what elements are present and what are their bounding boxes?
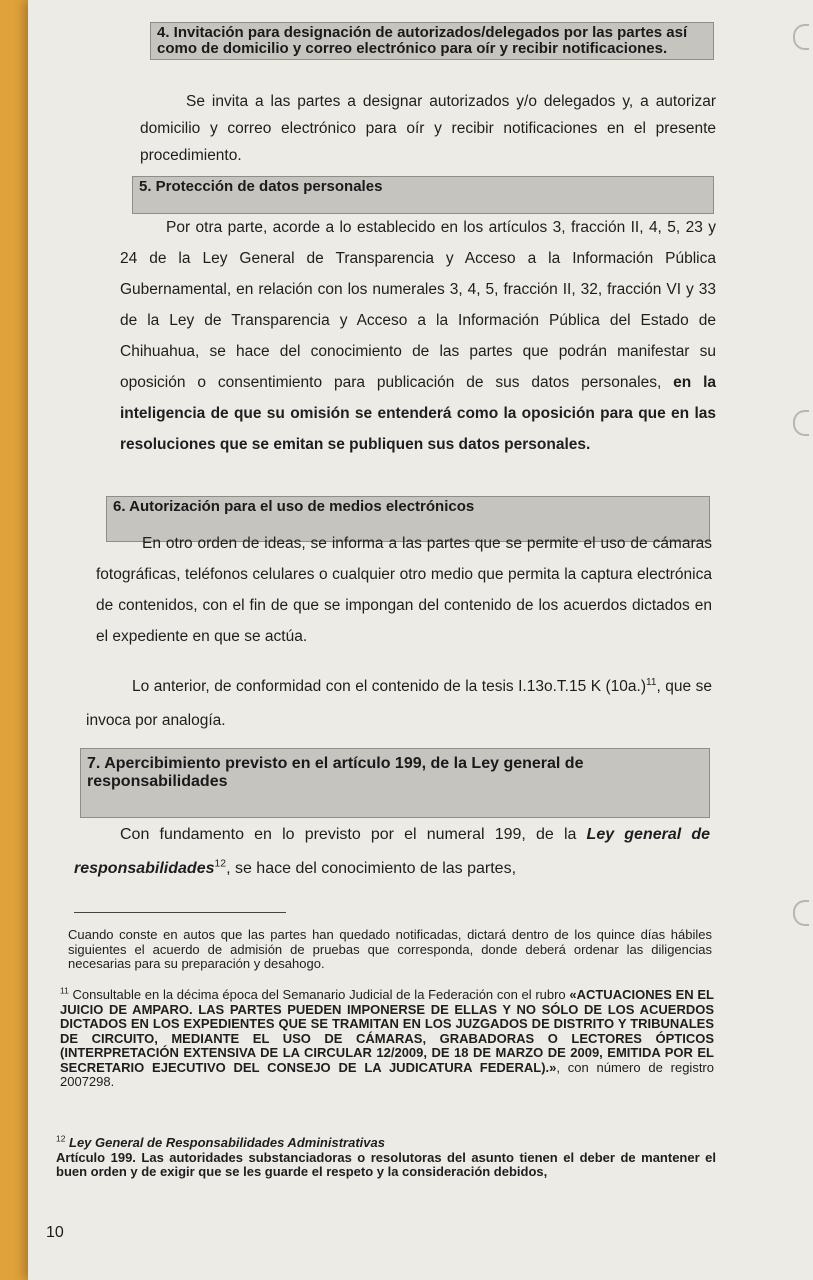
section-5-text: Por otra parte, acorde a lo establecido en los artículos 3, fracción II, 4, 5, 23 y 24 de la Ley General de Transparencia y Acceso a la Información Pública Gubernamental, en relación con los numerales 3, 4, 5, fracción II, 32, fracción VI y 33 de la Ley de Transparencia y Acceso a la Información Pública del Estado de Chihuahua, se hace del conocimiento de las partes que podrán manifestar su oposición o consentimiento para publicación de sus datos personales, [120, 219, 716, 391]
page-number: 10 [46, 1224, 64, 1241]
footnote-12-number: 12 [56, 1133, 66, 1144]
section-7-text-a: Con fundamento en lo previsto por el numeral 199, de la [120, 826, 587, 843]
footnote-12-title: Ley General de Responsabilidades Administrativas [65, 1135, 385, 1150]
binding-hole [793, 410, 809, 436]
section-6-header: 6. Autorización para el uso de medios electrónicos [106, 496, 710, 542]
footnote-separator [74, 912, 286, 913]
section-5-paragraph [120, 212, 716, 460]
footnote-11 [60, 985, 714, 1090]
footnote-ref-11: 11 [646, 676, 657, 688]
section-5-header: 5. Protección de datos personales [132, 176, 714, 214]
section-6-paragraph-1: En otro orden de ideas, se informa a las partes que se permite el uso de cámaras fotográficas, teléfonos celulares o cualquier otro medio que permita la captura electrónica de contenidos, con el fin de que se impongan del contenido de los acuerdos dictados en el expediente en que se actúa. [96, 535, 712, 645]
footnote-12 [56, 1133, 716, 1180]
footnote-11-caption: «ACTUACIONES EN EL JUICIO DE AMPARO. LAS PARTES PUEDEN IMPONERSE DE ELLAS Y NO SÓLO DE LOS ACUERDOS DICTADOS EN LOS EXPEDIENTES QUE SE TRAMITAN EN LOS JUZGADOS DE DISTRITO Y TRIBUNALES DE CIRCUITO, MEDIANTE EL USO DE CÁMARAS, GRABADORAS O LECTORES ÓPTICOS (INTERPRETACIÓN EXTENSIVA DE LA CIRCULAR 12/2009, DE 18 DE MARZO DE 2009, EMITIDA POR EL SECRETARIO EJECUTIVO DEL CONSEJO DE LA JUDICATURA FEDERAL).» [60, 987, 714, 1075]
binding-hole [793, 24, 809, 50]
binding-hole [793, 900, 809, 926]
section-4-header: 4. Invitación para designación de autorizados/delegados por las partes así como de domicilio y correo electrónico para oír y recibir notificaciones. [150, 22, 714, 60]
document-page [28, 0, 813, 1280]
section-6-text-b: , que se invoca por analogía. [86, 678, 712, 729]
section-7-header: 7. Apercibimiento previsto en el artículo 199, de la Ley general de responsabilidades [80, 748, 710, 818]
section-5-bold-text: en la inteligencia de que su omisión se entenderá como la oposición para que en las resoluciones que se emitan se publiquen sus datos personales. [120, 374, 717, 453]
section-4-paragraph: Se invita a las partes a designar autorizados y/o delegados y, a autorizar domicilio y correo electrónico para oír y recibir notificaciones en el presente procedimiento. [140, 93, 716, 164]
footnote-ref-12: 12 [214, 858, 227, 870]
section-6-text-a: Lo anterior, de conformidad con el contenido de la tesis I.13o.T.15 K (10a.) [132, 678, 647, 695]
footnote-11-text-a: Consultable en la décima época del Semanario Judicial de la Federación con el rubro [68, 987, 570, 1002]
footnote-12-text: Artículo 199. Las autoridades substanciadoras o resolutoras del asunto tienen el deber de mantener el buen orden y de exigir que se les guarde el respeto y la consideración debidos, [56, 1149, 716, 1179]
section-7-paragraph [74, 818, 710, 886]
footnote-11-text-b: , con número de registro 2007298. [60, 1059, 714, 1089]
section-6-paragraph-2 [86, 670, 712, 738]
footnote-11-number: 11 [60, 985, 69, 996]
section-7-text-b: , se hace del conocimiento de las partes, [226, 860, 517, 877]
section-7-law-name: Ley general de responsabilidades [74, 826, 710, 877]
footnote-continuation: Cuando conste en autos que las partes han quedado notificadas, dictará dentro de los quince días hábiles siguientes el acuerdo de admisión de pruebas que corresponda, donde deberá ordenar las diligencias necesarias para su preparación y desahogo. [68, 927, 712, 971]
